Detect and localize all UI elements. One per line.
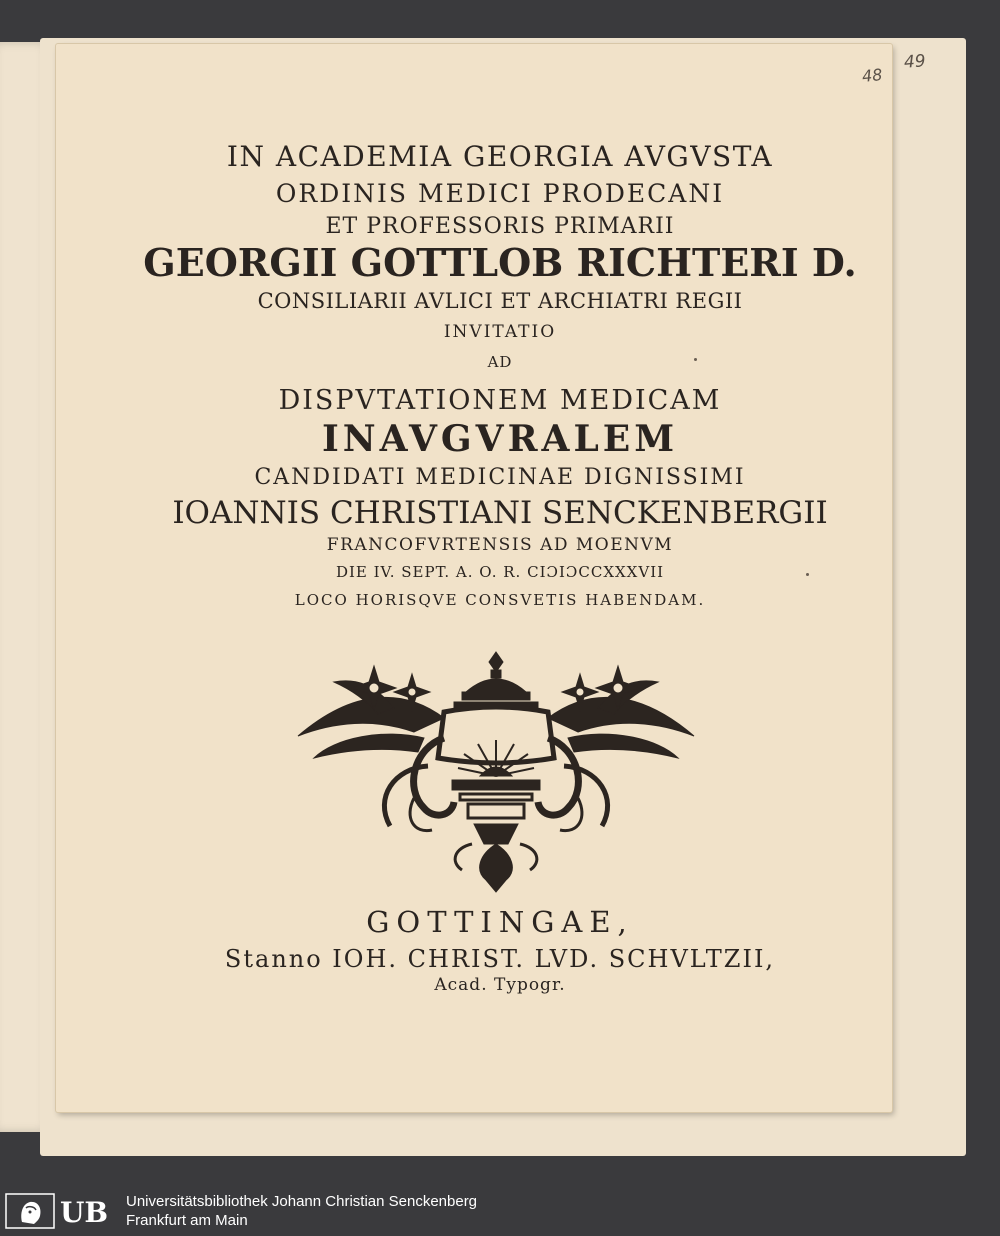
printers-ornament-vignette — [294, 648, 698, 894]
ad-word: AD — [487, 353, 513, 371]
ink-speck — [694, 358, 697, 361]
location-line: LOCO HORISQVE CONSVETIS HABENDAM. — [294, 591, 706, 609]
title-line-2: ORDINIS MEDICI PRODECANI — [275, 179, 725, 208]
candidate-name: IOANNIS CHRISTIANI SENCKENBERGII — [172, 495, 828, 531]
author-name: GEORGII GOTTLOB RICHTERI D. — [143, 240, 857, 285]
title-line-3: ET PROFESSORIS PRIMARII — [325, 214, 675, 239]
ub-logo-text: UB — [60, 1196, 109, 1229]
candidate-line: CANDIDATI MEDICINAE DIGNISSIMI — [254, 465, 746, 490]
ub-logo[interactable] — [4, 1192, 116, 1230]
author-titles: CONSILIARII AVLICI ET ARCHIATRI REGII — [257, 289, 743, 313]
ink-speck — [806, 573, 809, 576]
footer-institution: Universitätsbibliothek Johann Christian Senckenberg — [126, 1193, 478, 1210]
imprint-printer: Stanno IOH. CHRIST. LVD. SCHVLTZII, — [224, 945, 776, 973]
pencil-annotation-49: 49 — [903, 51, 927, 73]
date-line: DIE IV. SEPT. A. O. R. CIƆIƆCCXXXVII — [335, 563, 665, 581]
imprint-role: Acad. Typogr. — [434, 975, 566, 995]
title-line-1: IN ACADEMIA GEORGIA AVGVSTA — [226, 140, 774, 173]
footer-institution-block — [126, 1192, 477, 1230]
footer-bar — [0, 1186, 1000, 1236]
inaugural-heading: INAVGVRALEM — [321, 418, 679, 460]
imprint-city: GOTTINGAE, — [366, 905, 634, 939]
disputation-heading: DISPVTATIONEM MEDICAM — [278, 385, 722, 416]
candidate-origin: FRANCOFVRTENSIS AD MOENVM — [326, 535, 674, 555]
invitation-word: INVITATIO — [443, 322, 557, 342]
footer-city: Frankfurt am Main — [126, 1212, 248, 1229]
pencil-annotation-48: 48 — [861, 64, 884, 87]
